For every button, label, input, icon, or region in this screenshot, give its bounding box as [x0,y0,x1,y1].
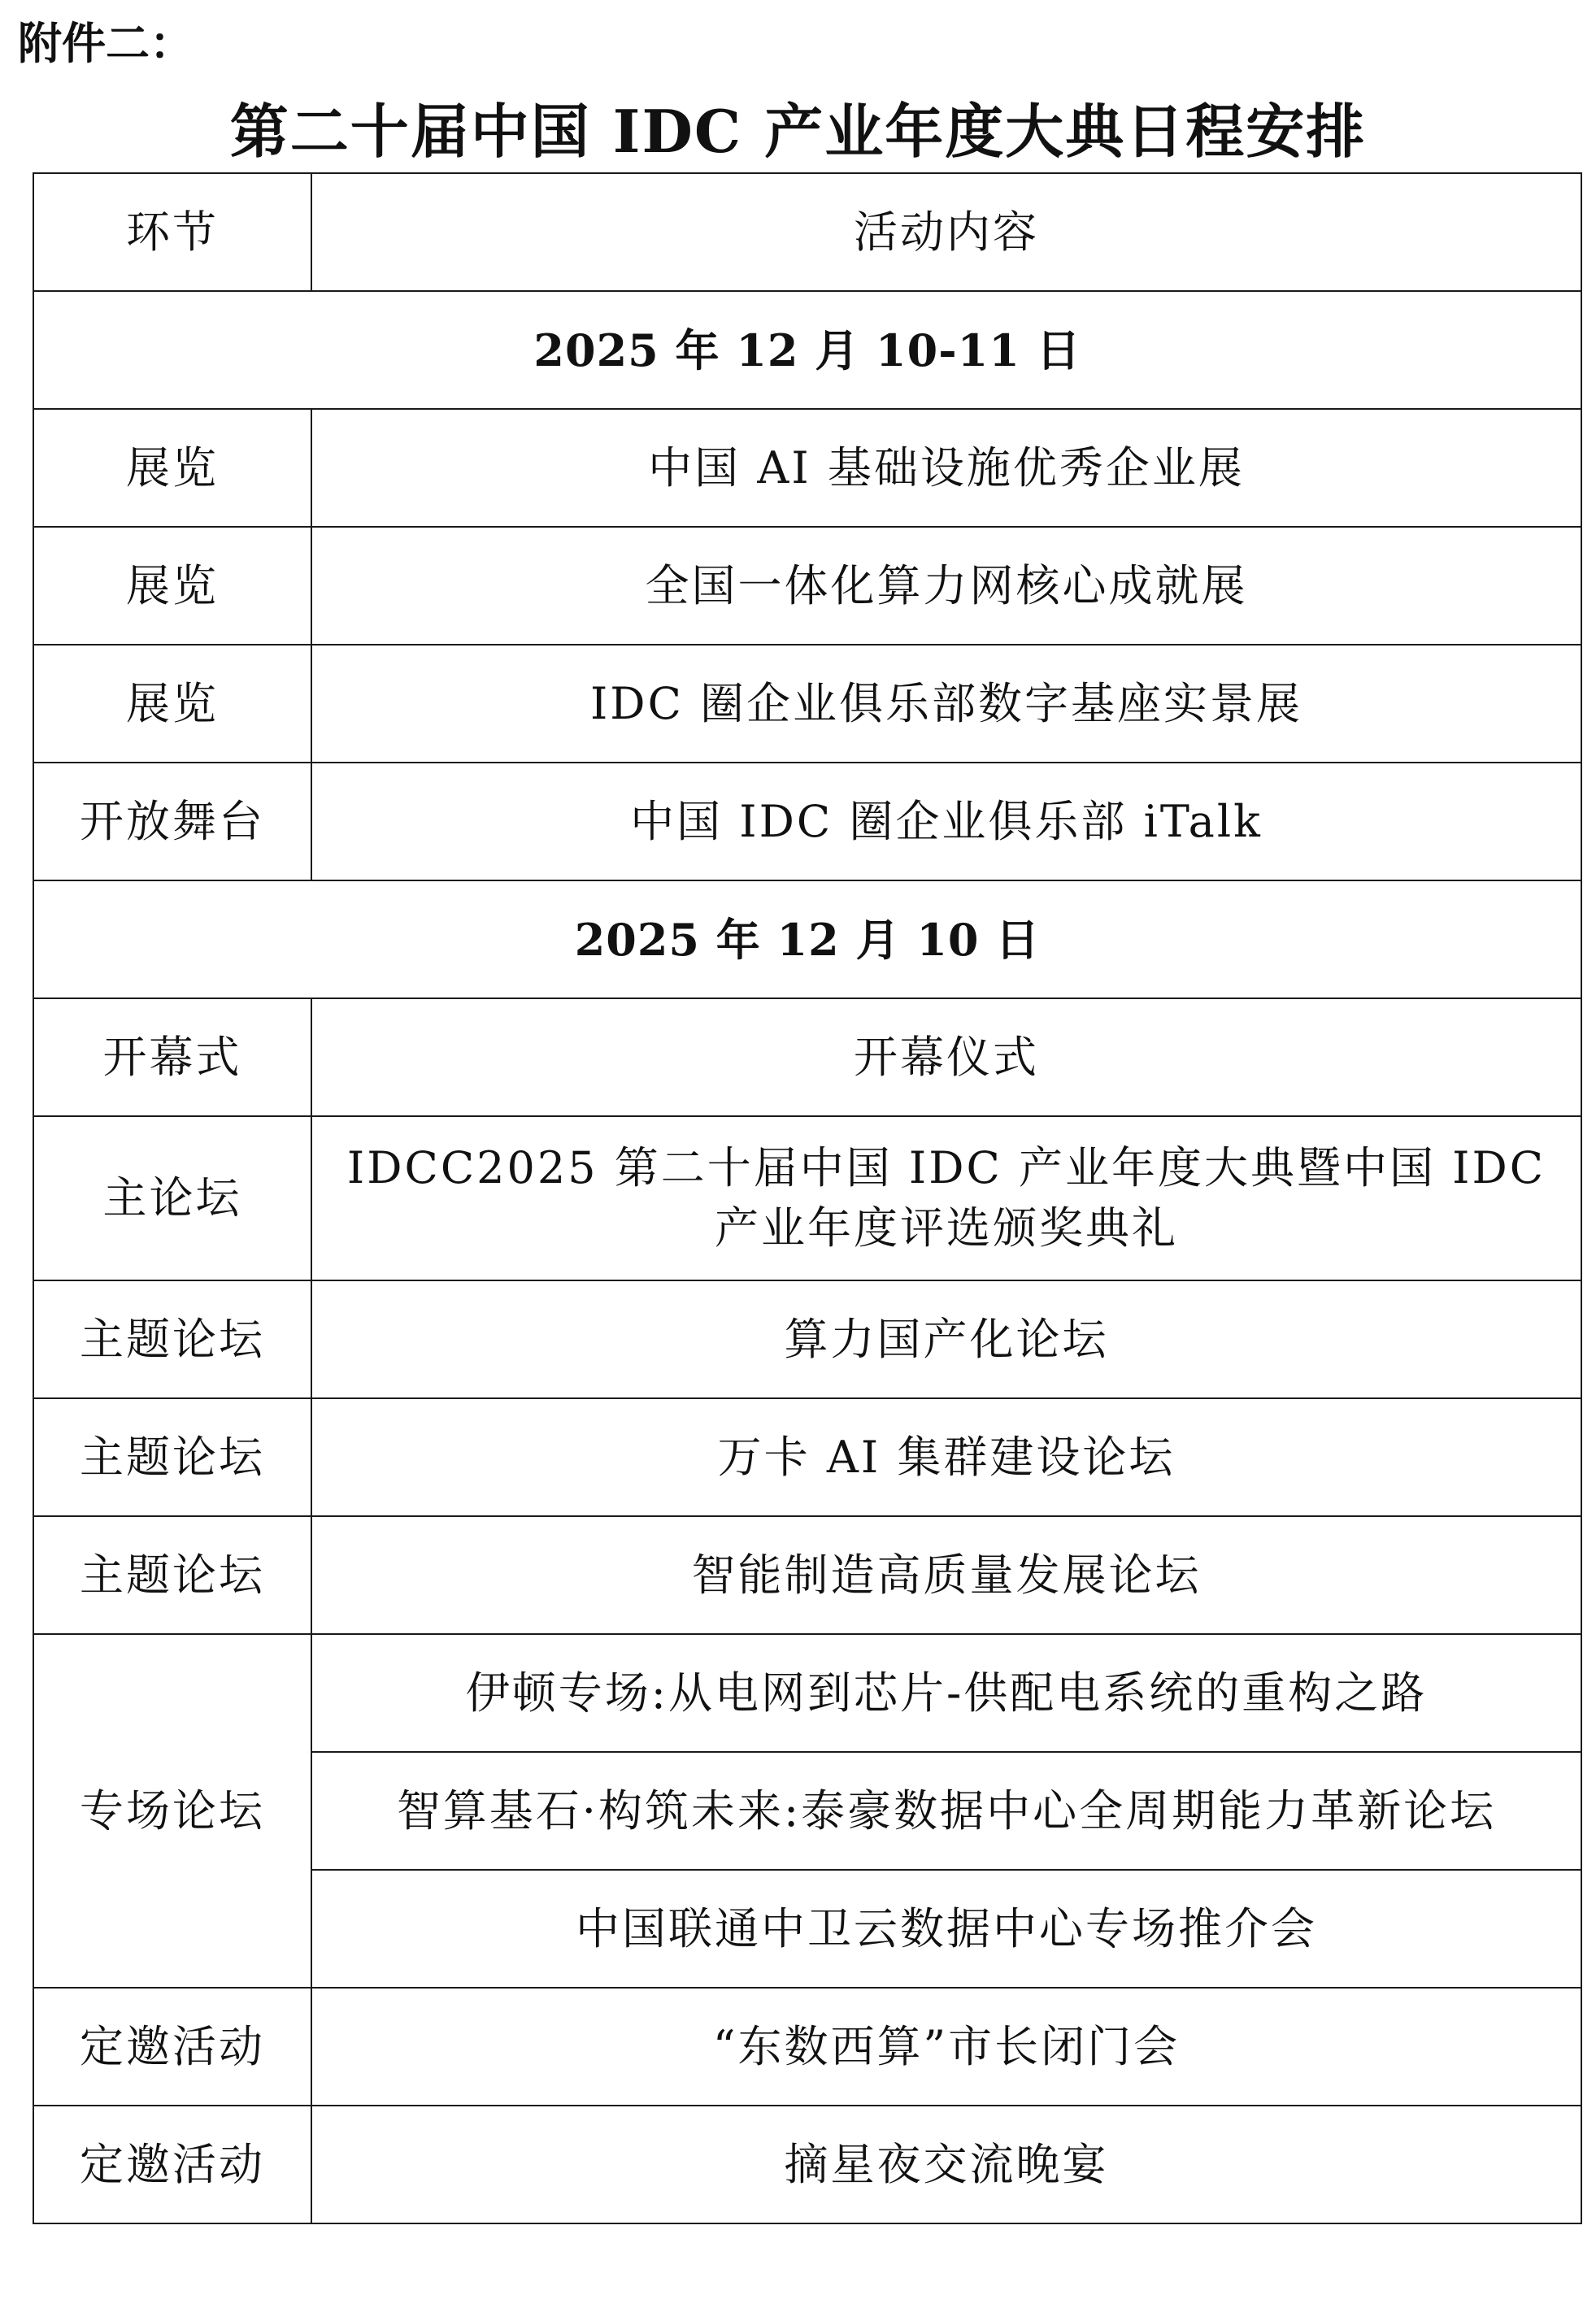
content-cell: 全国一体化算力网核心成就展 [311,527,1581,645]
table-row [33,1398,1581,1516]
content-cell: 开幕仪式 [311,998,1581,1116]
table-row [33,1988,1581,2106]
content-cell: 中国 IDC 圈企业俱乐部 iTalk [311,763,1581,880]
content-cell: 伊顿专场:从电网到芯片-供配电系统的重构之路 [311,1634,1581,1752]
content-cell: IDC 圈企业俱乐部数字基座实景展 [311,645,1581,763]
header-content: 活动内容 [311,173,1581,291]
stage-cell: 专场论坛 [33,1634,311,1988]
date-row [33,291,1581,409]
stage-cell: 展览 [33,527,311,645]
date-heading: 2025 年 12 月 10-11 日 [33,291,1581,409]
stage-cell: 主题论坛 [33,1398,311,1516]
table-row [33,1116,1581,1280]
stage-cell: 主论坛 [33,1116,311,1280]
stage-cell: 主题论坛 [33,1280,311,1398]
date-heading: 2025 年 12 月 10 日 [33,880,1581,998]
stage-cell: 定邀活动 [33,1988,311,2106]
table-row [33,763,1581,880]
page-title: 第二十届中国 IDC 产业年度大典日程安排 [229,97,1367,166]
attachment-label: 附件二： [18,18,194,69]
content-cell: 智能制造高质量发展论坛 [311,1516,1581,1634]
table-row [33,1516,1581,1634]
table-header-row [33,173,1581,291]
stage-cell: 主题论坛 [33,1516,311,1634]
table-row [33,998,1581,1116]
content-cell: 中国 AI 基础设施优秀企业展 [311,409,1581,527]
table-row [33,645,1581,763]
table-row [33,409,1581,527]
table-row [33,1634,1581,1752]
content-cell: “东数西算”市长闭门会 [311,1988,1581,2106]
content-cell: 算力国产化论坛 [311,1280,1581,1398]
content-cell: 摘星夜交流晚宴 [311,2106,1581,2223]
content-cell: 中国联通中卫云数据中心专场推介会 [311,1870,1581,1988]
table-row [33,527,1581,645]
table-row [33,1280,1581,1398]
stage-cell: 展览 [33,645,311,763]
stage-cell: 展览 [33,409,311,527]
table-row [33,2106,1581,2223]
content-cell: 万卡 AI 集群建设论坛 [311,1398,1581,1516]
schedule-table [33,172,1582,2224]
stage-cell: 定邀活动 [33,2106,311,2223]
content-cell: 智算基石·构筑未来:泰豪数据中心全周期能力革新论坛 [311,1752,1581,1870]
content-cell: IDCC2025 第二十届中国 IDC 产业年度大典暨中国 IDC 产业年度评选颁奖典礼 [311,1116,1581,1280]
date-row [33,880,1581,998]
stage-cell: 开幕式 [33,998,311,1116]
stage-cell: 开放舞台 [33,763,311,880]
header-stage: 环节 [33,173,311,291]
